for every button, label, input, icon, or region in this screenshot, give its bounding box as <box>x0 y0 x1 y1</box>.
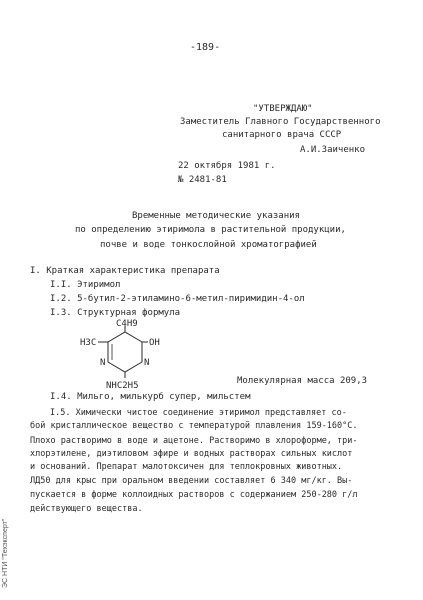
item-1-5-line2: бой кристаллическое вещество с температурой плавления 159-160°C. <box>30 421 358 431</box>
structural-formula <box>60 318 180 390</box>
molecular-mass: Молекулярная масса 209,3 <box>237 376 368 386</box>
sidebar-watermark <box>2 460 14 590</box>
item-1-1: I.I. Этиримол <box>50 280 121 290</box>
approval-line2: санитарного врача СССР <box>222 130 342 140</box>
item-1-5-line5: и оснований. Препарат малотоксичен для теплокровных животных. <box>30 462 343 472</box>
doc-title-line3: почве и воде тонкослойной хроматографией <box>100 240 317 250</box>
substituent-right: OH <box>149 338 160 348</box>
substituent-bottom: NHC2H5 <box>106 381 139 390</box>
approval-number: № 2481-81 <box>178 175 227 185</box>
item-1-2: I.2. 5-бутил-2-этиламино-6-метил-пиримидин-4-ол <box>50 294 305 304</box>
item-1-5-line4: хлорэтилене, диэтиловом эфире и водных растворах сильных кислот <box>30 449 353 459</box>
substituent-top: C4H9 <box>116 319 138 329</box>
item-1-3: I.3. Структурная формула <box>50 308 181 318</box>
page-number: -189- <box>190 42 221 53</box>
item-1-5-line3: Плохо растворимо в воде и ацетоне. Растворимо в хлороформе, три- <box>30 436 358 446</box>
item-1-5-line7: пускается в форме коллоидных растворов с содержанием 250-280 г/л <box>30 490 358 500</box>
approval-title: "УТВЕРЖДАЮ" <box>253 104 313 114</box>
ring-nitrogen-2: N <box>100 358 106 368</box>
sidebar-text: ЭС НТИ "Техэксперт" <box>2 518 9 588</box>
doc-title-line2: по определению этиримола в растительной продукции, <box>75 225 346 235</box>
ring-nitrogen-1: N <box>144 358 150 368</box>
item-1-5-line1: I.5. Химически чистое соединение этиримол представляет со- <box>50 408 347 418</box>
item-1-5-line6: ЛД50 для крыс при оральном введении составляет 6 340 мг/кг. Вы- <box>30 476 353 486</box>
approval-signatory: А.И.Заиченко <box>300 145 366 155</box>
item-1-4: I.4. Мильго, милькурб супер, мильстем <box>50 392 251 402</box>
approval-date: 22 октября 1981 г. <box>178 161 276 171</box>
pyrimidine-ring <box>108 332 142 372</box>
doc-title-line1: Временные методические указания <box>132 211 300 221</box>
item-1-5-line8: действующего вещества. <box>30 504 143 514</box>
substituent-left: H3C <box>80 338 97 348</box>
approval-line1: Заместитель Главного Государственного <box>180 117 381 127</box>
section-heading: I. Краткая характеристика препарата <box>30 266 220 276</box>
